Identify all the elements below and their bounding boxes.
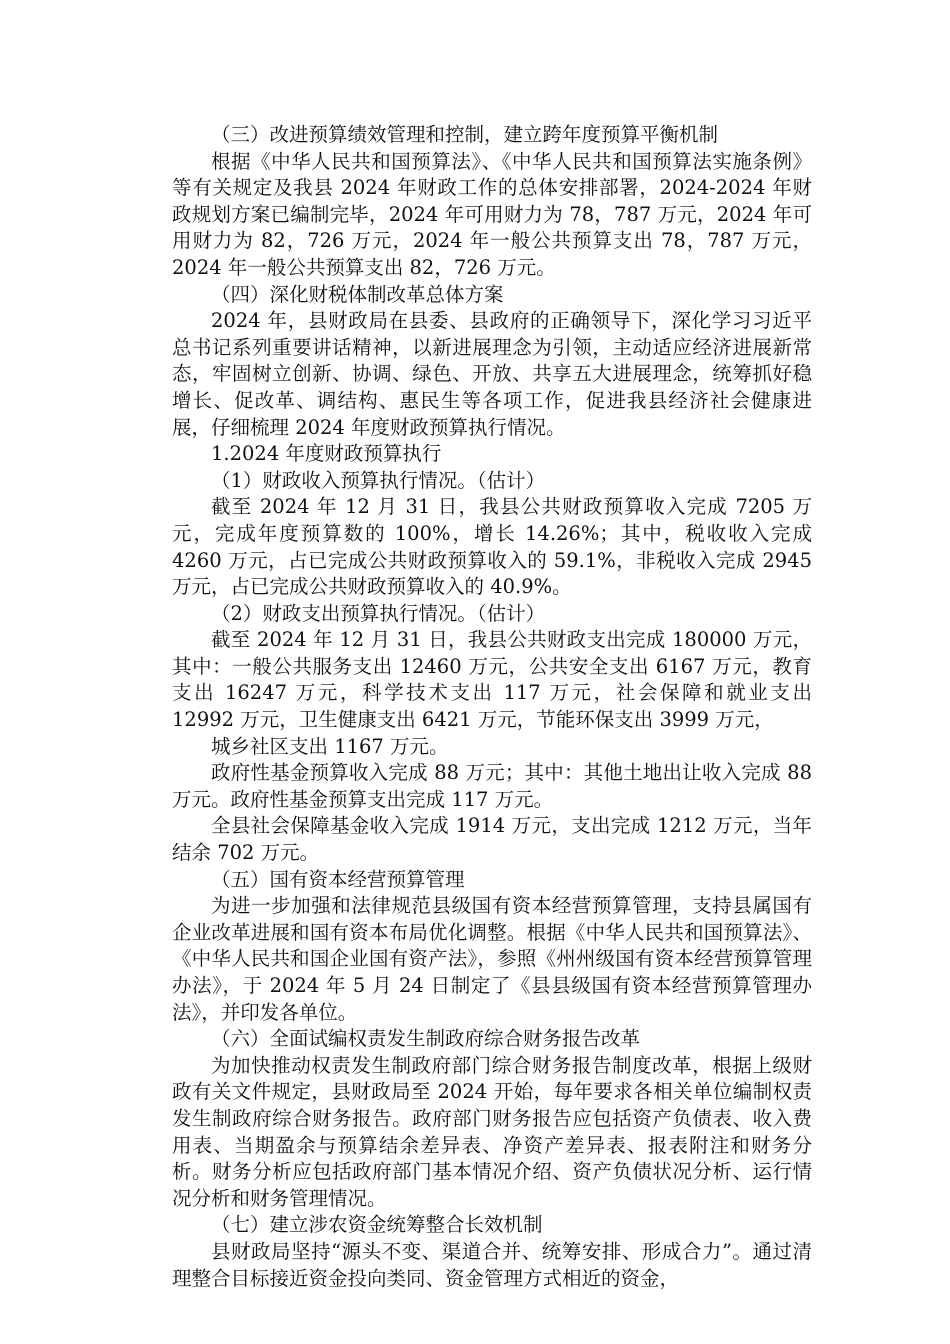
- subsection-heading: （2）财政支出预算执行情况。（估计）: [211, 601, 546, 625]
- paragraph: 全县社会保障基金收入完成 1914 万元，支出完成 1212 万元，当年结余 702 万元。: [172, 814, 812, 865]
- document-body: [172, 122, 812, 1292]
- paragraph: 为加快推动权责发生制政府部门综合财务报告制度改革，根据上级财政有关文件规定，县财政局至 2024 开始，每年要求各相关单位编制权责发生制政府综合财务报告。政府部门财务报告应包括资产负债表、收入费用表、当期盈余与预算结余差异表、净资产差异表、报表附注和财务分析。财务分析应包括政府部门基本情况介绍、资产负债状况分析、运行情况分析和财务管理情况。: [172, 1053, 812, 1210]
- paragraph: 政府性基金预算收入完成 88 万元；其中：其他土地出让收入完成 88 万元。政府性基金预算支出完成 117 万元。: [172, 761, 812, 811]
- section-heading-3: （三）改进预算绩效管理和控制，建立跨年度预算平衡机制: [211, 123, 719, 146]
- section-heading-6: （六）全面试编权责发生制政府综合财务报告改革: [211, 1027, 641, 1051]
- paragraph: 截至 2024 年 12 月 31 日，我县公共财政支出完成 180000 万元，其中：一般公共服务支出 12460 万元，公共安全支出 6167 万元，教育支出 16247 万元，科学技术支出 117 万元，社会保障和就业支出 12992 万元，卫生健康支出 6421 万元，节能环保支出 3999 万元，: [172, 628, 812, 732]
- paragraph: 截至 2024 年 12 月 31 日，我县公共财政预算收入完成 7205 万元，完成年度预算数的 100%，增长 14.26%；其中，税收收入完成 4260 万元，占已完成公共财政预算收入的 59.1%，非税收入完成 2945 万元，占已完成公共财政预算收入的 40.9%。: [172, 495, 812, 599]
- paragraph: 根据《中华人民共和国预算法》、《中华人民共和国预算法实施条例》等有关规定及我县 2024 年财政工作的总体安排部署，2024-2024 年财政规划方案已编制完毕，2024 年可用财力为 78，787 万元，2024 年可用财力为 82，726 万元，2024 年一般公共预算支出 78，787 万元，2024 年一般公共预算支出 82，726 万元。: [172, 149, 812, 279]
- section-heading-5: （五）国有资本经营预算管理: [211, 867, 465, 891]
- paragraph: 为进一步加强和法律规范县级国有资本经营预算管理，支持县属国有企业改革进展和国有资本布局优化调整。根据《中华人民共和国预算法》、《中华人民共和国企业国有资产法》，参照《州州级国有资本经营预算管理办法》，于 2024 年 5 月 24 日制定了《县县级国有资本经营预算管理办法》，并印发各单位。: [172, 894, 812, 1024]
- paragraph: 县财政局坚持“源头不变、渠道合并、统筹安排、形成合力”。通过清理整合目标接近资金投向类同、资金管理方式相近的资金，: [172, 1239, 812, 1290]
- section-heading-7: （七）建立涉农资金统筹整合长效机制: [211, 1213, 543, 1237]
- paragraph: 2024 年，县财政局在县委、县政府的正确领导下，深化学习习近平总书记系列重要讲话精神，以新进展理念为引领，主动适应经济进展新常态，牢固树立创新、协调、绿色、开放、共享五大进展理念，统筹抓好稳增长、促改革、调结构、惠民生等各项工作，促进我县经济社会健康进展，仔细梳理 2024 年度财政预算执行情况。: [172, 309, 812, 439]
- subsection-heading: （1）财政收入预算执行情况。（估计）: [211, 468, 546, 492]
- subsection-heading: 1.2024 年度财政预算执行: [211, 442, 442, 466]
- paragraph: 城乡社区支出 1167 万元。: [211, 734, 449, 758]
- section-heading-4: （四）深化财税体制改革总体方案: [211, 282, 504, 306]
